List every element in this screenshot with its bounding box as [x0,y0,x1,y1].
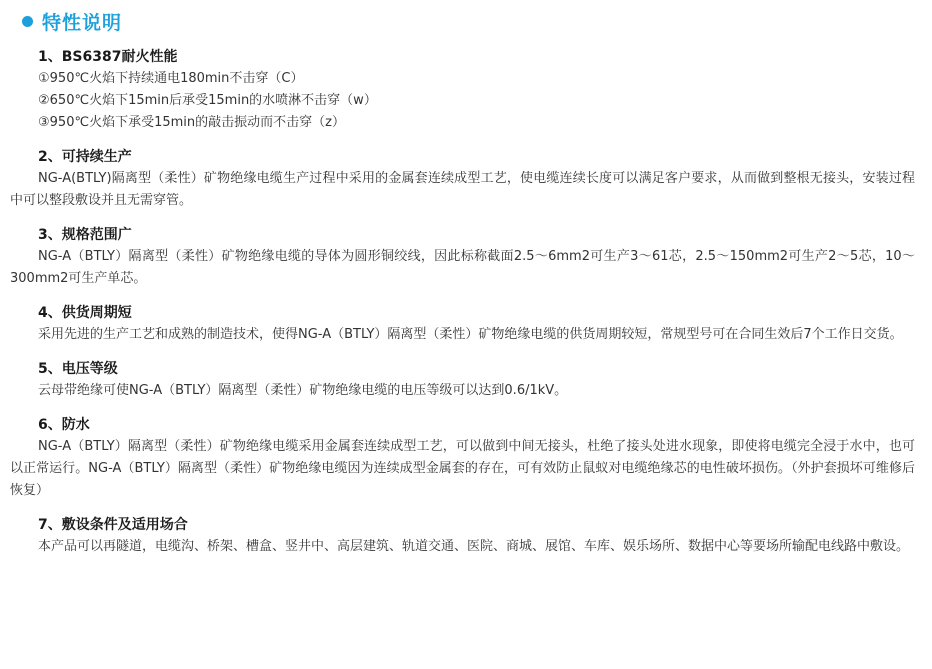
section-line: ①950℃火焰下持续通电180min不击穿（C） [38,71,304,86]
feature-section-fire-resistance [10,46,915,134]
section-title: 4、供货周期短 [38,305,132,321]
section-title: 5、电压等级 [38,361,118,377]
section-text: 云母带绝缘可使NG-A（BTLY）隔离型（柔性）矿物绝缘电缆的电压等级可以达到0.6/1kV。 [38,383,568,398]
section-text: NG-A（BTLY）隔离型（柔性）矿物绝缘电缆采用金属套连续成型工艺，可以做到中间无接头，杜绝了接头处进水现象，即使将电缆完全浸于水中，也可以正常运行。NG-A（BTLY）隔离型（柔性）矿物绝缘电缆因为连续成型金属套的存在，可有效防止鼠蚁对电缆绝缘芯的电性破坏损伤。（外护套损坏可维修后恢复） [10,439,915,498]
section-title: 1、BS6387耐火性能 [38,49,178,65]
section-header [22,8,122,34]
section-title: 2、可持续生产 [38,149,132,165]
section-title: 3、规格范围广 [38,227,132,243]
feature-section-waterproof [10,414,915,502]
section-line: ②650℃火焰下15min后承受15min的水喷淋不击穿（w） [38,93,377,108]
section-text: NG-A（BTLY）隔离型（柔性）矿物绝缘电缆的导体为圆形铜绞线，因此标称截面2.5～6mm2可生产3～61芯，2.5～150mm2可生产2～5芯，10～300mm2可生产单芯。 [10,249,915,286]
section-title: 7、敷设条件及适用场合 [38,517,188,533]
feature-section-short-delivery [10,302,915,346]
feature-section-continuous-production [10,146,915,212]
section-title: 6、防水 [38,417,90,433]
feature-section-installation [10,514,915,558]
feature-section-voltage [10,358,915,402]
section-text: NG-A(BTLY)隔离型（柔性）矿物绝缘电缆生产过程中采用的金属套连续成型工艺，使电缆连续长度可以满足客户要求，从而做到整根无接头，安装过程中可以整段敷设并且无需穿管。 [10,171,915,208]
bullet-dot-icon [22,16,33,27]
feature-section-wide-range [10,224,915,290]
section-text: 本产品可以再隧道，电缆沟、桥架、槽盒、竖井中、高层建筑、轨道交通、医院、商城、展馆、车库、娱乐场所、数据中心等要场所输配电线路中敷设。 [38,539,910,554]
page-title: 特性说明 [42,11,123,34]
section-line: ③950℃火焰下承受15min的敲击振动而不击穿（z） [38,115,345,130]
section-text: 采用先进的生产工艺和成熟的制造技术，使得NG-A（BTLY）隔离型（柔性）矿物绝缘电缆的供货周期较短，常规型号可在合同生效后7个工作日交货。 [38,327,903,342]
feature-list [10,46,915,570]
